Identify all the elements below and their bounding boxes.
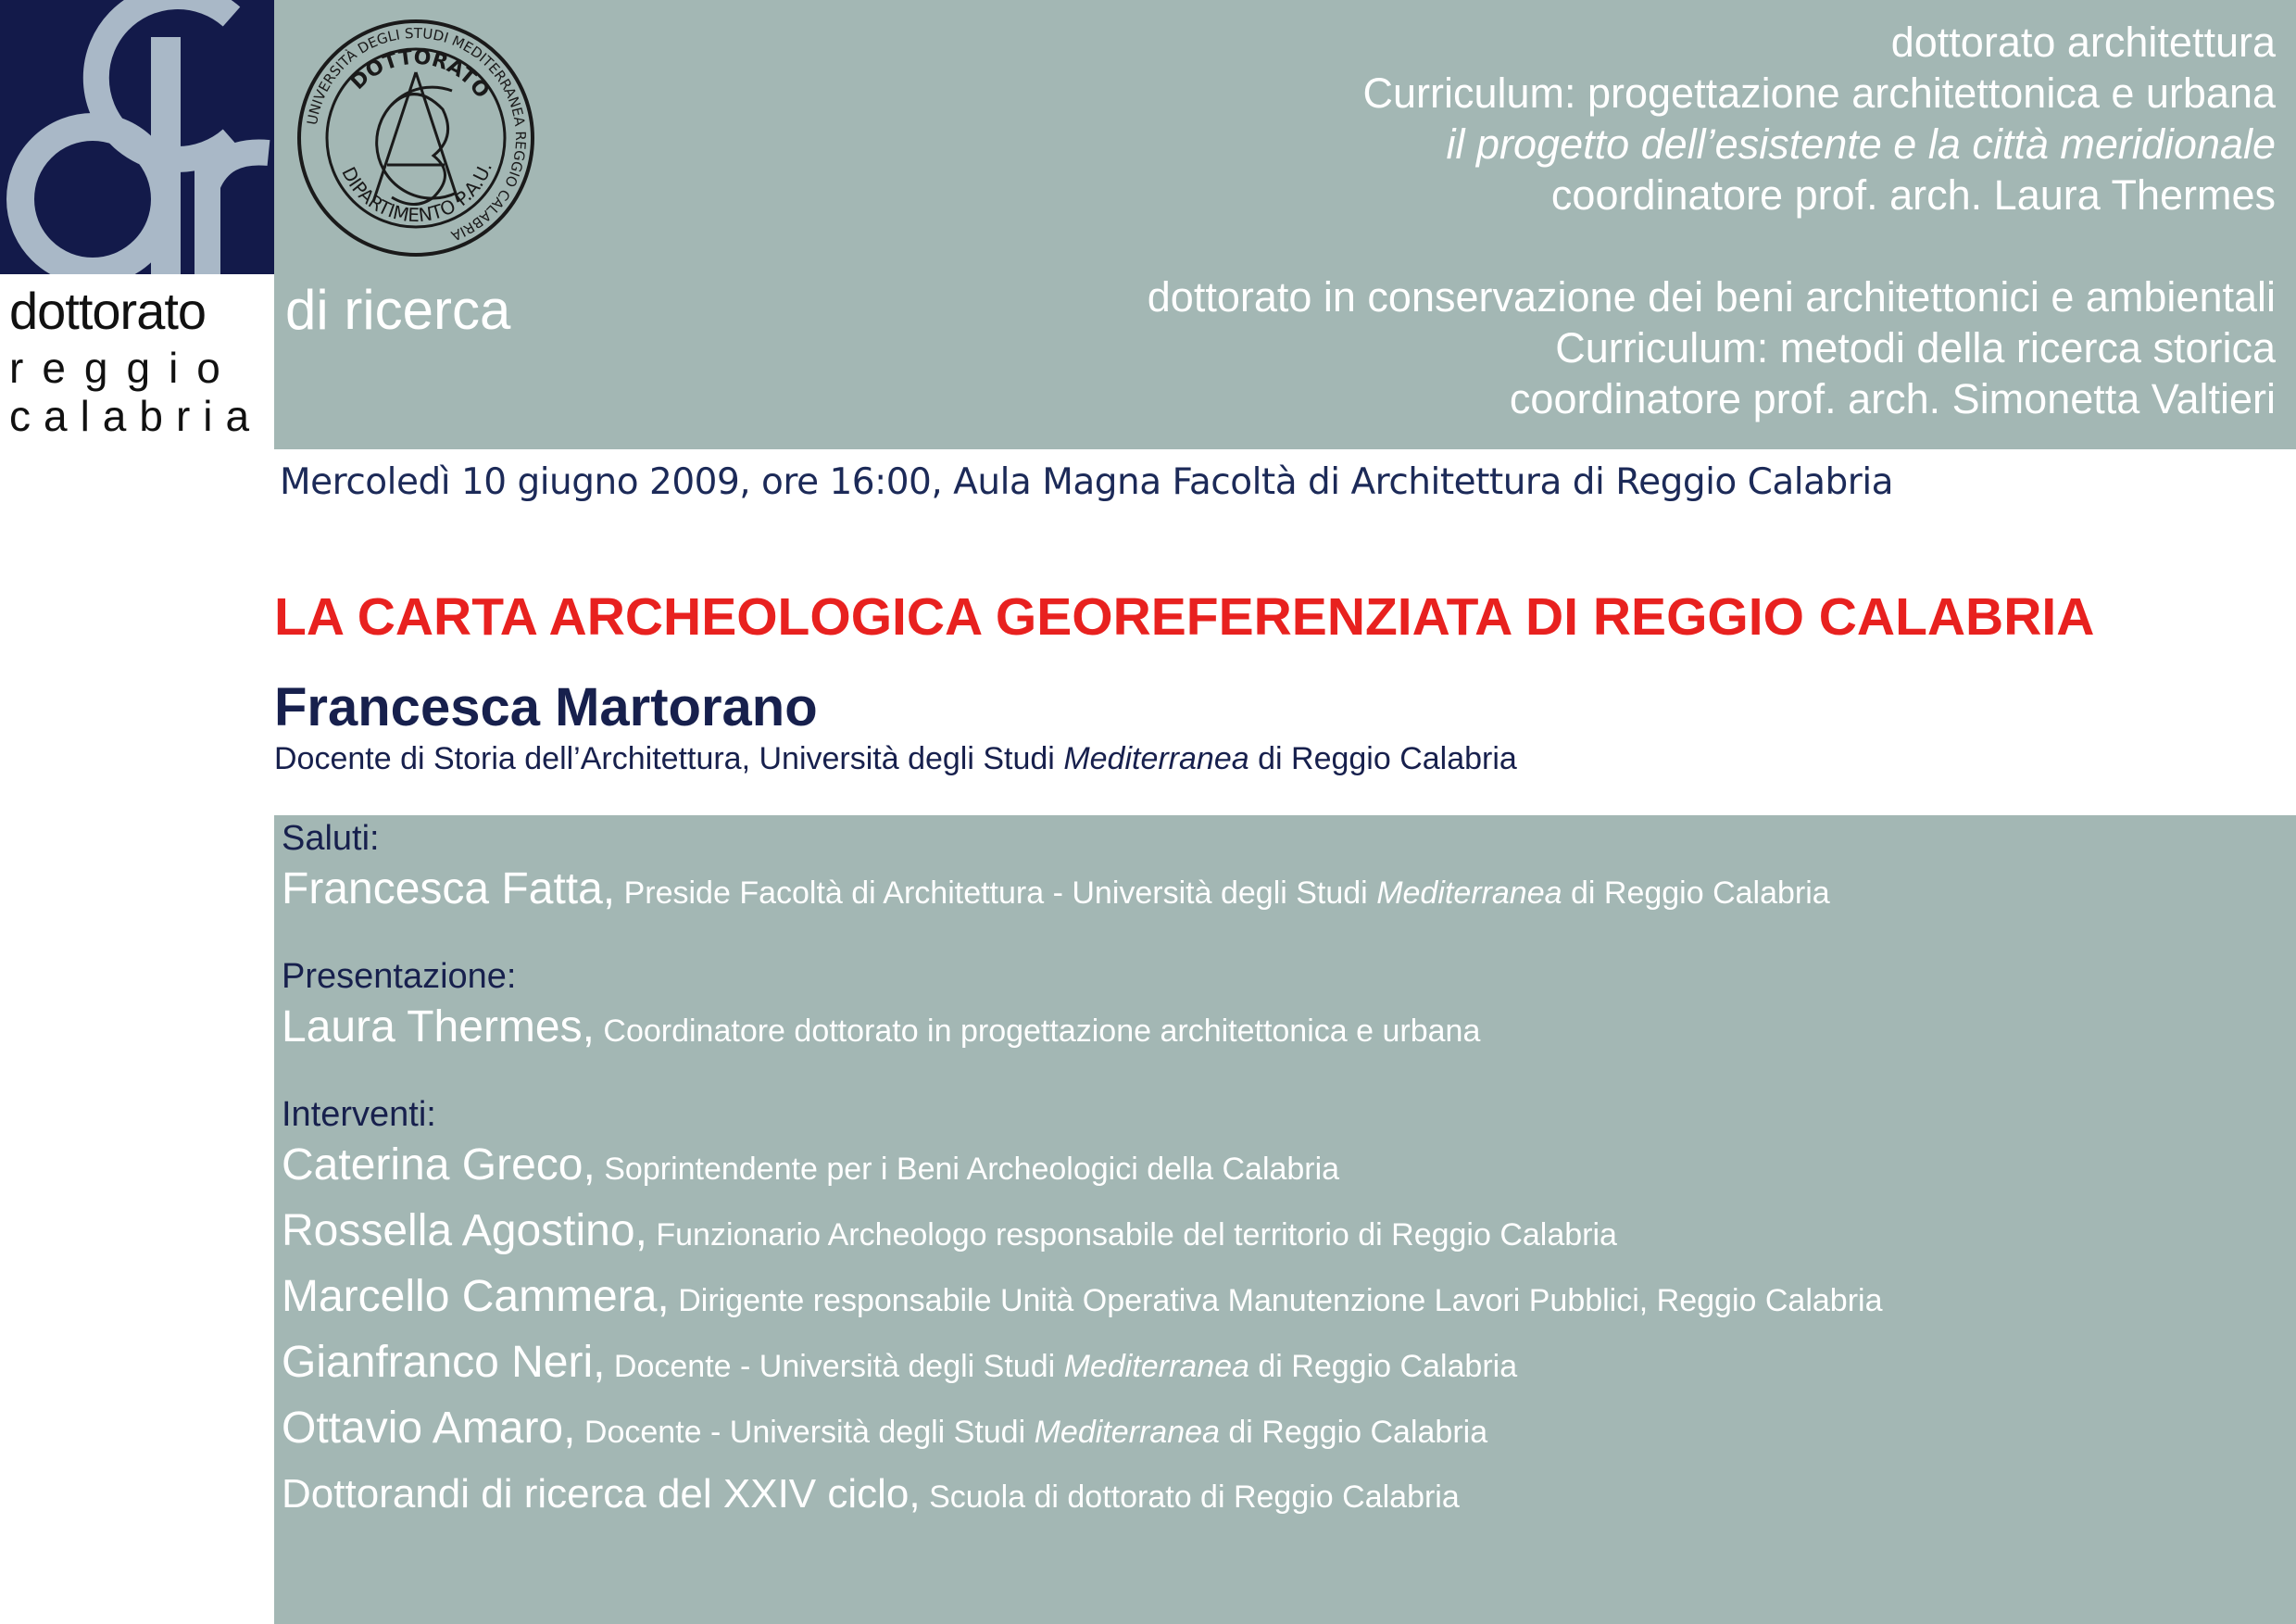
entry-name: Ottavio Amaro, — [282, 1404, 576, 1453]
entry-role: di Reggio Calabria — [1219, 1415, 1488, 1450]
program-entry — [282, 1000, 2282, 1065]
entry-name: Francesca Fatta, — [282, 864, 616, 913]
program-entry — [282, 1269, 2282, 1335]
entry-role: Preside Facoltà di Architettura - Università degli Studi — [615, 875, 1377, 911]
speaker-role-part: Docente di Storia dell’Architettura, Università degli Studi — [274, 741, 1064, 776]
entry-name: Caterina Greco, — [282, 1140, 596, 1190]
logo-text-reggio: reggio — [9, 344, 239, 392]
speaker-name: Francesca Martorano — [274, 677, 818, 737]
program2-curriculum: Curriculum: metodi della ricerca storica — [1555, 324, 2276, 371]
program-entry — [282, 1203, 2282, 1269]
header-band — [274, 0, 2296, 449]
program1-subtitle: il progetto dell’esistente e la città meridionale — [1446, 120, 2276, 168]
header-program-info — [1148, 17, 2276, 424]
event-title: LA CARTA ARCHEOLOGICA GEOREFERENZIATA DI REGGIO CALABRIA — [274, 587, 2095, 647]
program-entry — [282, 1335, 2282, 1401]
program2-coordinator: coordinatore prof. arch. Simonetta Valtieri — [1509, 375, 2276, 422]
program-entry — [282, 1138, 2282, 1203]
program-panel — [274, 815, 2296, 1624]
entry-name: Rossella Agostino, — [282, 1206, 647, 1255]
entry-role: di Reggio Calabria — [1562, 875, 1830, 911]
speaker-role-part: di Reggio Calabria — [1248, 741, 1517, 776]
entry-name: Gianfranco Neri, — [282, 1338, 606, 1387]
entry-role: Coordinatore dottorato in progettazione architettonica e urbana — [594, 1013, 1481, 1049]
entry-name: Dottorandi di ricerca del XXIV ciclo, — [282, 1471, 921, 1517]
entry-name: Marcello Cammera, — [282, 1272, 670, 1321]
speaker-role-italic: Mediterranea — [1063, 741, 1249, 776]
university-seal-icon — [295, 17, 537, 259]
section-label-interventi: Interventi: — [282, 1095, 436, 1134]
entry-role: Soprintendente per i Beni Archeologici della Calabria — [595, 1152, 1340, 1187]
logo-text-dottorato: dottorato — [9, 282, 207, 340]
entry-role: Docente - Università degli Studi — [575, 1415, 1035, 1450]
entry-role-italic: Mediterranea — [1034, 1415, 1220, 1450]
di-ricerca-text: di ricerca — [285, 279, 511, 341]
program1-coordinator: coordinatore prof. arch. Laura Thermes — [1550, 171, 2276, 219]
entry-role-italic: Mediterranea — [1376, 875, 1562, 911]
seal-bottom-text: DIPARTIMENTO P.A.U. — [337, 159, 496, 227]
event-date-line: Mercoledì 10 giugno 2009, ore 16:00, Aula Magna Facoltà di Architettura di Reggio Calabria — [280, 461, 1894, 503]
entry-role: Docente - Università degli Studi — [605, 1349, 1064, 1384]
program-entry — [282, 1401, 2282, 1467]
program-list — [282, 815, 2282, 1531]
program-entry — [282, 1467, 2282, 1531]
entry-name: Laura Thermes, — [282, 1002, 595, 1051]
section-label-saluti: Saluti: — [282, 819, 380, 858]
speaker-role — [274, 741, 1517, 777]
program2-title: dottorato in conservazione dei beni architettonici e ambientali — [1147, 273, 2276, 321]
program-entry — [282, 862, 2282, 927]
section-label-presentazione: Presentazione: — [282, 957, 517, 996]
program1-curriculum: Curriculum: progettazione architettonica e urbana — [1362, 69, 2276, 117]
entry-role-italic: Mediterranea — [1063, 1349, 1249, 1384]
logo-text-calabria: calabria — [9, 392, 263, 440]
seal-ring-text: UNIVERSITÀ DEGLI STUDI MEDITERRANEA REGGIO CALABRIA — [303, 24, 530, 245]
dottorato-logo — [0, 0, 274, 440]
entry-role: di Reggio Calabria — [1248, 1349, 1518, 1384]
seal-top-text: DOTTORATO — [345, 45, 494, 103]
entry-role: Scuola di dottorato di Reggio Calabria — [920, 1479, 1460, 1515]
entry-role: Dirigente responsabile Unità Operativa Manutenzione Lavori Pubblici, Reggio Calabria — [669, 1283, 1883, 1318]
entry-role: Funzionario Archeologo responsabile del territorio di Reggio Calabria — [646, 1217, 1617, 1253]
program1-title: dottorato architettura — [1890, 19, 2276, 66]
dc-monogram-icon — [0, 0, 274, 274]
